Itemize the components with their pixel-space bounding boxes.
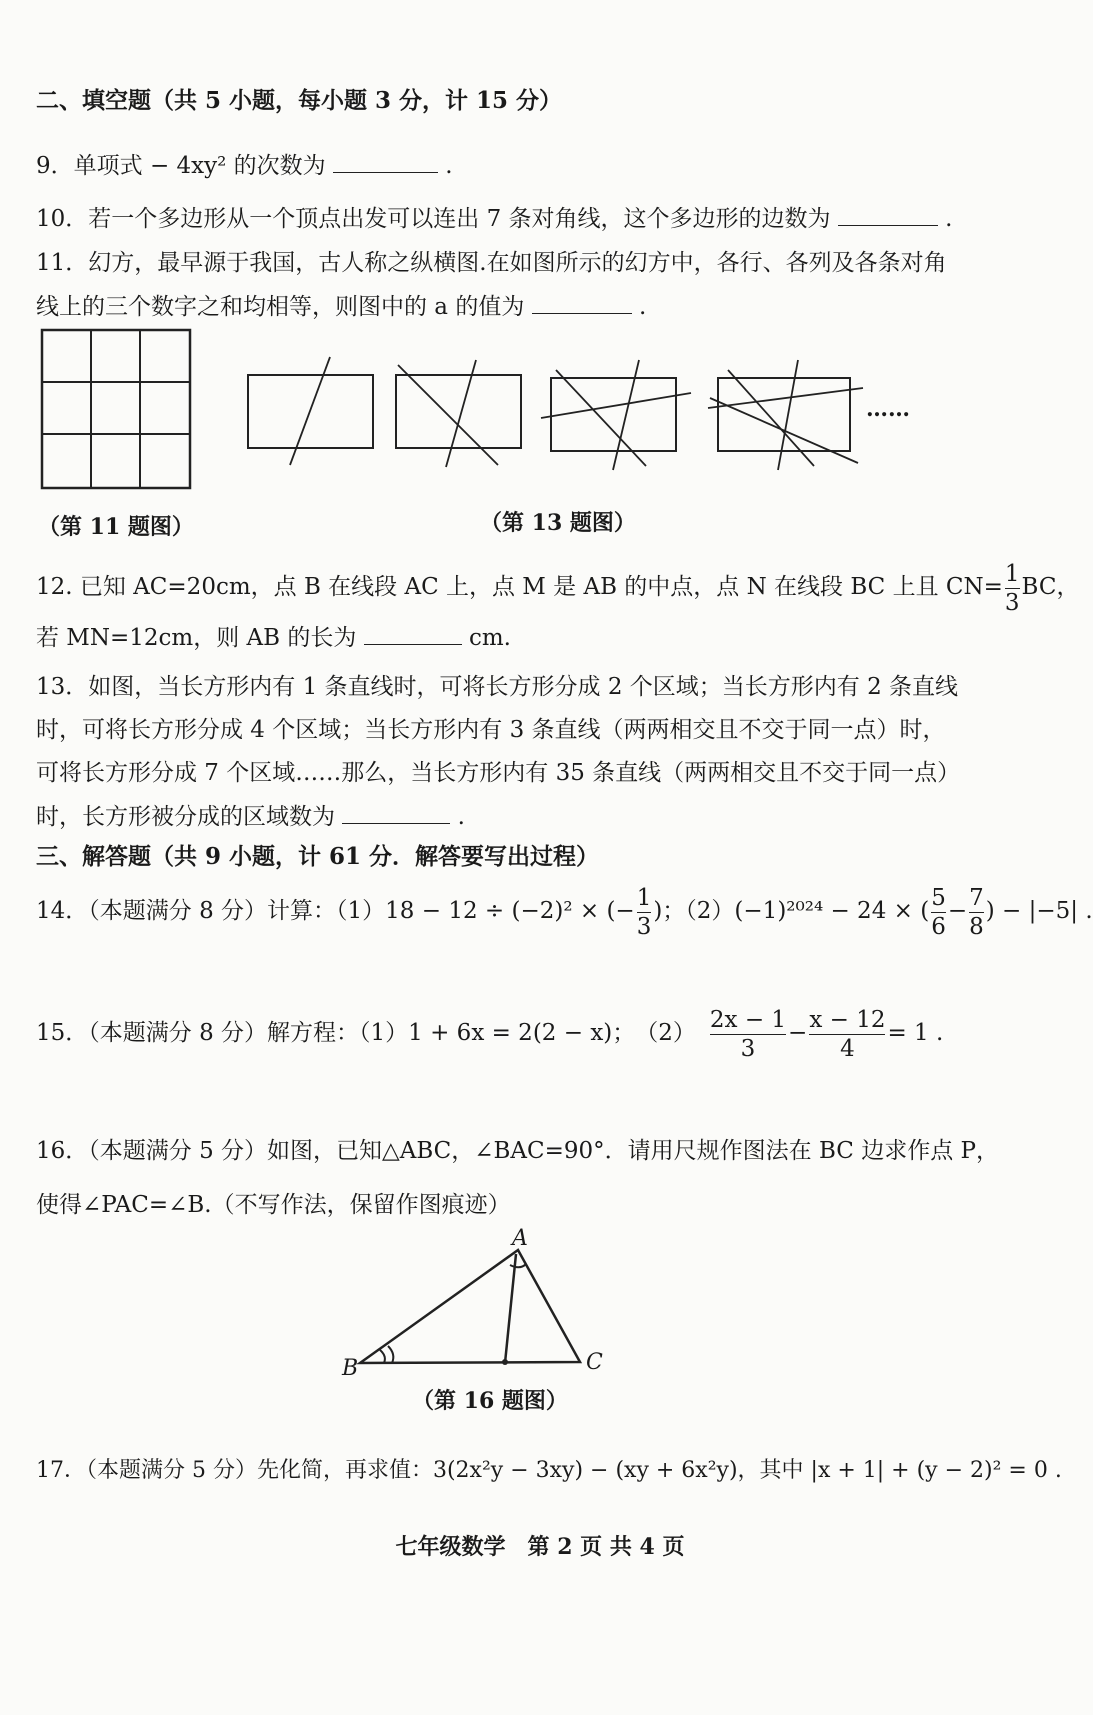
- fig13-rect-4: [718, 378, 858, 453]
- fig11-magic-square: [42, 330, 192, 490]
- angle-a-arc: [510, 1264, 526, 1267]
- question-10: [36, 203, 952, 234]
- q9-text: 9．单项式 − 4xy² 的次数为: [36, 153, 326, 179]
- q14-suffix: ) − |−5| .: [985, 898, 1093, 924]
- q14-f1-num: 1: [636, 884, 652, 911]
- fig13-rect-2: [396, 375, 526, 450]
- q12-line1-end: BC，: [1021, 574, 1080, 600]
- triangle-abc: [360, 1250, 580, 1363]
- fig16-label-c: C: [586, 1350, 603, 1375]
- q13-end: .: [457, 804, 465, 830]
- question-13: [36, 801, 465, 832]
- q14-f3-num: 7: [969, 884, 984, 911]
- q9-answer-blank[interactable]: [333, 150, 438, 173]
- q12-answer-blank[interactable]: [364, 622, 462, 645]
- q12-fraction: [1005, 560, 1020, 617]
- q12-line2-end: cm.: [468, 625, 511, 651]
- fig16-caption: （第 16 题图）: [412, 1388, 568, 1414]
- question-11: [36, 291, 646, 322]
- q11-answer-blank[interactable]: [532, 291, 632, 314]
- q15-frac-2: [809, 1006, 885, 1063]
- q16-line2: 使得∠PAC=∠B.（不写作法，保留作图痕迹）: [36, 1192, 511, 1218]
- fig13-ellipsis: ……: [866, 396, 910, 422]
- q14-f1-den: 3: [636, 913, 652, 940]
- q14-minus: −: [947, 898, 968, 924]
- q14-f3-den: 8: [969, 913, 984, 940]
- section3-title: 三、解答题（共 9 小题，计 61 分．解答要写出过程）: [36, 843, 600, 870]
- q10-end: .: [945, 206, 953, 232]
- q13-answer-blank[interactable]: [342, 801, 450, 824]
- point-p: [502, 1359, 508, 1365]
- q14-frac-2: [931, 884, 946, 941]
- q10-text: 10．若一个多边形从一个顶点出发可以连出 7 条对角线，这个多边形的边数为: [36, 206, 831, 232]
- q12-line2-row: [36, 622, 511, 653]
- q12-line1: 12. 已知 AC=20cm，点 B 在线段 AC 上，点 M 是 AB 的中点，点 N 在线段 BC 上且 CN=: [36, 574, 1003, 600]
- q15-f1-den: 3: [740, 1035, 756, 1062]
- q15-f2-den: 4: [840, 1035, 855, 1062]
- q15-minus: −: [788, 1020, 808, 1046]
- angle-b-arc-2: [388, 1346, 393, 1363]
- angle-b-arc: [380, 1350, 385, 1363]
- q14-frac-3: [969, 884, 984, 941]
- q15-f2-num: x − 12: [809, 1006, 886, 1033]
- q14-mid: )；（2）(−1)²⁰²⁴ − 24 × (: [653, 898, 930, 924]
- q15-prefix: 15．（本题满分 8 分）解方程：（1）1 + 6x = 2(2 − x)； （2）: [36, 1020, 696, 1046]
- construction-line: [505, 1254, 516, 1363]
- q10-answer-blank[interactable]: [838, 203, 938, 226]
- fig16-triangle: [340, 1230, 620, 1390]
- q12-frac-den: 3: [1004, 589, 1020, 616]
- q13-line1: 13．如图，当长方形内有 1 条直线时，可将长方形分成 2 个区域；当长方形内有 2 条直线: [36, 674, 959, 700]
- section2-title: 二、填空题（共 5 小题，每小题 3 分，计 15 分）: [36, 87, 563, 114]
- question-12: [36, 552, 1079, 622]
- fig13-rect-1: [248, 375, 378, 450]
- question-14: [36, 878, 1093, 944]
- question-9: [36, 150, 453, 181]
- fig13-rect-3: [551, 378, 681, 453]
- q15-f1-num: 2x − 1: [709, 1006, 787, 1033]
- q13-line3: 可将长方形分成 7 个区域……那么，当长方形内有 35 条直线（两两相交且不交于同一点）: [36, 760, 961, 786]
- q14-frac-1: [637, 884, 652, 941]
- q15-frac-1: [710, 1006, 786, 1063]
- q9-end: .: [445, 153, 453, 179]
- question-17: 17．（本题满分 5 分）先化简，再求值：3(2x²y − 3xy) − (xy + 6x²y)，其中 |x + 1| + (y − 2)² = 0 .: [36, 1458, 1062, 1483]
- q11-line1: 11．幻方，最早源于我国，古人称之纵横图.在如图所示的幻方中，各行、各列及各条对角: [36, 250, 947, 276]
- q15-suffix: = 1 .: [887, 1020, 944, 1046]
- q14-f2-num: 5: [931, 884, 946, 911]
- fig11-caption: （第 11 题图）: [38, 514, 194, 540]
- fig16-label-a: A: [512, 1226, 528, 1251]
- q13-line4: 时，长方形被分成的区域数为: [36, 804, 335, 830]
- q11-line2: 线上的三个数字之和均相等，则图中的 a 的值为: [36, 294, 525, 320]
- q16-line1: 16．（本题满分 5 分）如图，已知△ABC，∠BAC=90°．请用尺规作图法在 BC 边求作点 P，: [36, 1138, 1000, 1164]
- question-15: [36, 1000, 943, 1066]
- fig16-label-b: B: [342, 1356, 359, 1381]
- q13-line2: 时，可将长方形分成 4 个区域；当长方形内有 3 条直线（两两相交且不交于同一点）时，: [36, 717, 946, 743]
- q14-f2-den: 6: [931, 913, 946, 940]
- q14-prefix: 14．（本题满分 8 分）计算：（1）18 − 12 ÷ (−2)² × (−: [36, 898, 635, 924]
- fig13-caption: （第 13 题图）: [480, 510, 636, 536]
- q11-end: .: [638, 294, 647, 320]
- q12-frac-num: 1: [1004, 560, 1020, 587]
- page-footer: 七年级数学 第 2 页 共 4 页: [395, 1534, 685, 1560]
- q12-line2: 若 MN=12cm，则 AB 的长为: [36, 625, 357, 651]
